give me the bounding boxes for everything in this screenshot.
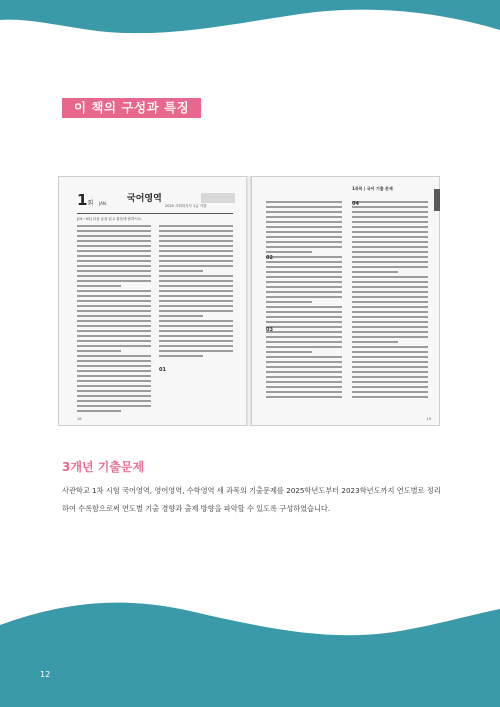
text-line — [352, 331, 428, 333]
text-line — [77, 345, 151, 347]
text-line — [352, 266, 428, 268]
text-line — [266, 351, 312, 353]
text-line — [266, 311, 342, 313]
text-line — [266, 321, 342, 323]
text-line — [352, 236, 428, 238]
text-line — [159, 325, 233, 327]
text-line — [352, 271, 398, 273]
text-line — [266, 376, 342, 378]
text-line — [352, 311, 428, 313]
section-description: 사관학교 1차 시험 국어영역, 영어영역, 수학영역 세 과목의 기출문제를 2025학년도부터 2023학년도까지 연도별로 정리하여 수록함으로써 연도별 기출 경향과 출제 방향을 파악할 수 있도록 구성하였습니다. — [62, 486, 441, 513]
text-line — [352, 241, 428, 243]
text-line — [77, 235, 151, 237]
text-line — [352, 296, 428, 298]
right-page — [251, 176, 440, 426]
text-line — [77, 230, 151, 232]
text-line — [352, 281, 428, 283]
text-line — [352, 321, 428, 323]
text-line — [77, 290, 151, 292]
question-label: 04 — [352, 201, 359, 207]
text-line — [77, 260, 151, 262]
header-rule — [77, 213, 233, 214]
text-line — [352, 226, 428, 228]
text-line — [77, 400, 151, 402]
text-line — [266, 301, 312, 303]
header-bar — [201, 193, 235, 203]
left-page-number: 18 — [77, 417, 82, 421]
text-line — [159, 275, 233, 277]
text-line — [352, 366, 428, 368]
text-line — [159, 310, 233, 312]
top-wave-decoration — [0, 0, 500, 48]
text-line — [266, 316, 342, 318]
text-line — [352, 301, 428, 303]
bottom-wave-decoration — [0, 595, 500, 707]
text-line — [352, 361, 428, 363]
text-line — [266, 251, 312, 253]
text-line — [77, 410, 121, 412]
text-line — [266, 256, 342, 258]
text-line — [352, 396, 428, 398]
text-line — [266, 336, 342, 338]
text-line — [159, 350, 233, 352]
text-line — [159, 300, 233, 302]
text-line — [159, 260, 233, 262]
text-line — [159, 240, 233, 242]
exam-meta: 2025 사회복지사 1급 기출 — [165, 204, 207, 208]
text-line — [352, 221, 428, 223]
text-line — [77, 265, 151, 267]
text-line — [77, 335, 151, 337]
text-line — [266, 216, 342, 218]
text-line — [77, 225, 151, 227]
text-line — [266, 261, 342, 263]
section-title: 이 책의 구성과 특징 — [62, 98, 201, 118]
text-line — [266, 331, 342, 333]
text-line — [159, 250, 233, 252]
text-line — [266, 231, 342, 233]
text-line — [77, 390, 151, 392]
text-line — [352, 276, 428, 278]
text-line — [159, 320, 233, 322]
text-line — [266, 221, 342, 223]
text-line — [266, 291, 342, 293]
text-line — [159, 245, 233, 247]
text-line — [77, 250, 151, 252]
text-line — [266, 266, 342, 268]
text-line — [77, 360, 151, 362]
text-line — [77, 315, 151, 317]
text-line — [77, 255, 151, 257]
text-line — [352, 261, 428, 263]
right-page-column-2 — [352, 201, 428, 401]
text-line — [352, 376, 428, 378]
text-line — [159, 230, 233, 232]
question-label: 01 — [159, 367, 166, 373]
text-line — [266, 211, 342, 213]
text-line — [352, 346, 428, 348]
text-line — [77, 310, 151, 312]
question-label: 02 — [266, 255, 273, 261]
text-line — [159, 340, 233, 342]
text-line — [77, 285, 121, 287]
text-line — [77, 245, 151, 247]
text-line — [77, 270, 151, 272]
text-line — [77, 320, 151, 322]
text-line — [77, 405, 151, 407]
text-line — [159, 335, 233, 337]
exam-title: 국어영역 — [127, 194, 162, 204]
text-line — [159, 265, 233, 267]
book-spread-image — [58, 176, 446, 426]
text-line — [266, 226, 342, 228]
text-line — [266, 306, 342, 308]
text-line — [159, 305, 233, 307]
text-line — [266, 236, 342, 238]
text-line — [266, 396, 342, 398]
text-line — [266, 341, 342, 343]
text-line — [77, 395, 151, 397]
text-line — [352, 216, 428, 218]
text-line — [159, 290, 233, 292]
text-line — [77, 275, 151, 277]
text-line — [266, 356, 342, 358]
right-page-header: 1과목 | 국어 기출 문제 — [352, 186, 393, 191]
text-line — [266, 281, 342, 283]
text-line — [352, 351, 428, 353]
text-line — [352, 246, 428, 248]
text-line — [266, 381, 342, 383]
text-line — [77, 280, 151, 282]
text-line — [352, 306, 428, 308]
text-line — [266, 241, 342, 243]
text-line — [352, 256, 428, 258]
text-line — [159, 270, 203, 272]
text-line — [159, 285, 233, 287]
text-line — [77, 370, 151, 372]
text-line — [77, 365, 151, 367]
text-line — [159, 355, 203, 357]
page-number: 12 — [40, 670, 51, 679]
text-line — [266, 346, 342, 348]
right-page-number: 19 — [426, 417, 431, 421]
side-tab — [434, 189, 440, 211]
text-line — [159, 295, 233, 297]
text-line — [352, 211, 428, 213]
right-text-column — [159, 225, 233, 360]
text-line — [77, 340, 151, 342]
text-line — [159, 345, 233, 347]
text-line — [77, 375, 151, 377]
text-line — [77, 385, 151, 387]
text-line — [352, 286, 428, 288]
text-line — [352, 201, 428, 203]
text-line — [266, 246, 342, 248]
exam-number: 1회 — [77, 191, 94, 209]
text-line — [266, 276, 342, 278]
text-line — [352, 291, 428, 293]
text-line — [159, 280, 233, 282]
text-line — [352, 391, 428, 393]
text-line — [266, 371, 342, 373]
text-line — [352, 386, 428, 388]
text-line — [352, 231, 428, 233]
text-line — [159, 225, 233, 227]
text-line — [266, 286, 342, 288]
text-line — [266, 271, 342, 273]
text-line — [266, 386, 342, 388]
text-line — [77, 330, 151, 332]
text-line — [352, 251, 428, 253]
text-line — [77, 300, 151, 302]
text-line — [77, 305, 151, 307]
text-line — [352, 356, 428, 358]
text-line — [159, 315, 203, 317]
text-line — [77, 325, 151, 327]
exam-month: JAN. — [99, 201, 108, 206]
text-line — [352, 316, 428, 318]
text-line — [266, 361, 342, 363]
text-line — [266, 296, 342, 298]
section-heading: 3개년 기출문제 — [62, 460, 145, 474]
text-line — [266, 201, 342, 203]
text-line — [159, 235, 233, 237]
question-label: 03 — [266, 327, 273, 333]
text-line — [266, 326, 342, 328]
text-line — [352, 206, 428, 208]
text-line — [352, 336, 428, 338]
text-line — [266, 391, 342, 393]
text-line — [77, 350, 121, 352]
left-text-column — [77, 225, 151, 415]
text-line — [159, 255, 233, 257]
text-line — [159, 330, 233, 332]
text-line — [266, 366, 342, 368]
text-line — [352, 381, 428, 383]
text-line — [266, 206, 342, 208]
left-page — [58, 176, 247, 426]
right-page-column-1 — [266, 201, 342, 401]
text-line — [77, 295, 151, 297]
passage-instruction: [01~03] 다음 글을 읽고 물음에 답하시오. — [77, 217, 143, 221]
text-line — [77, 380, 151, 382]
text-line — [352, 371, 428, 373]
text-line — [77, 240, 151, 242]
text-line — [352, 326, 428, 328]
text-line — [352, 341, 398, 343]
text-line — [77, 355, 151, 357]
